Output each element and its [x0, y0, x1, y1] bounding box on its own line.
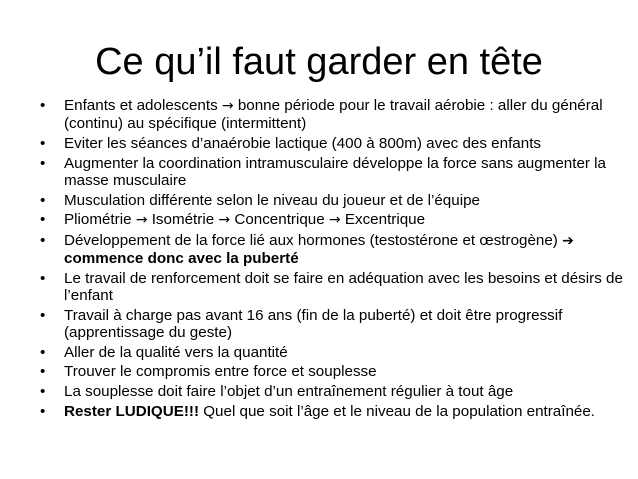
bullet-list — [40, 97, 625, 422]
bold-arrow-right-icon: ➔ — [562, 232, 574, 249]
bullet-icon: • — [40, 154, 46, 172]
bullet-icon: • — [40, 306, 46, 324]
bullet-icon: • — [40, 191, 46, 209]
list-item: • Augmenter la coordination intramusculaire développe la force sans augmenter la masse musculaire — [40, 154, 606, 189]
slide-title: Ce qu’il faut garder en tête — [95, 41, 543, 83]
list-item: • Développement de la force lié aux hormones (testostérone et œstrogène) ➔ commence donc avec la puberté — [40, 231, 574, 268]
bullet-icon: • — [40, 269, 46, 287]
bullet-icon: • — [40, 402, 46, 420]
bullet-icon: • — [40, 211, 46, 229]
bullet-icon: • — [40, 343, 46, 361]
list-item: • Trouver le compromis entre force et souplesse — [40, 363, 377, 381]
bullet-icon: • — [40, 231, 46, 249]
bullet-icon: • — [40, 363, 46, 381]
list-item: • Eviter les séances d’anaérobie lactique (400 à 800m) avec des enfants — [40, 134, 542, 152]
list-item: • Le travail de renforcement doit se faire en adéquation avec les besoins et désirs de l’enfant — [40, 269, 623, 305]
arrow-right-icon: → — [328, 212, 341, 229]
list-item: • Travail à charge pas avant 16 ans (fin de la puberté) et doit être progressif (apprentissage du geste) — [40, 306, 563, 341]
arrow-right-icon: → — [221, 98, 234, 114]
list-item: • Aller de la qualité vers la quantité — [40, 343, 288, 361]
bullet-icon: • — [40, 134, 46, 152]
bullet-icon: • — [40, 97, 46, 114]
arrow-right-icon: → — [135, 212, 148, 229]
list-item: • Musculation différente selon le niveau du joueur et de l’équipe — [40, 191, 480, 209]
list-item: • La souplesse doit faire l’objet d’un entraînement régulier à tout âge — [40, 383, 514, 401]
list-item: • Enfants et adolescents → bonne période pour le travail aérobie : aller du général (continu) au spécifique (intermittent) — [40, 97, 603, 133]
arrow-right-icon: → — [218, 212, 231, 229]
bullet-icon: • — [40, 383, 46, 401]
list-item: • Pliométrie → Isométrie → Concentrique → Excentrique — [40, 211, 426, 229]
list-item: • Rester LUDIQUE!!! Quel que soit l’âge et le niveau de la population entraînée. — [40, 402, 596, 420]
